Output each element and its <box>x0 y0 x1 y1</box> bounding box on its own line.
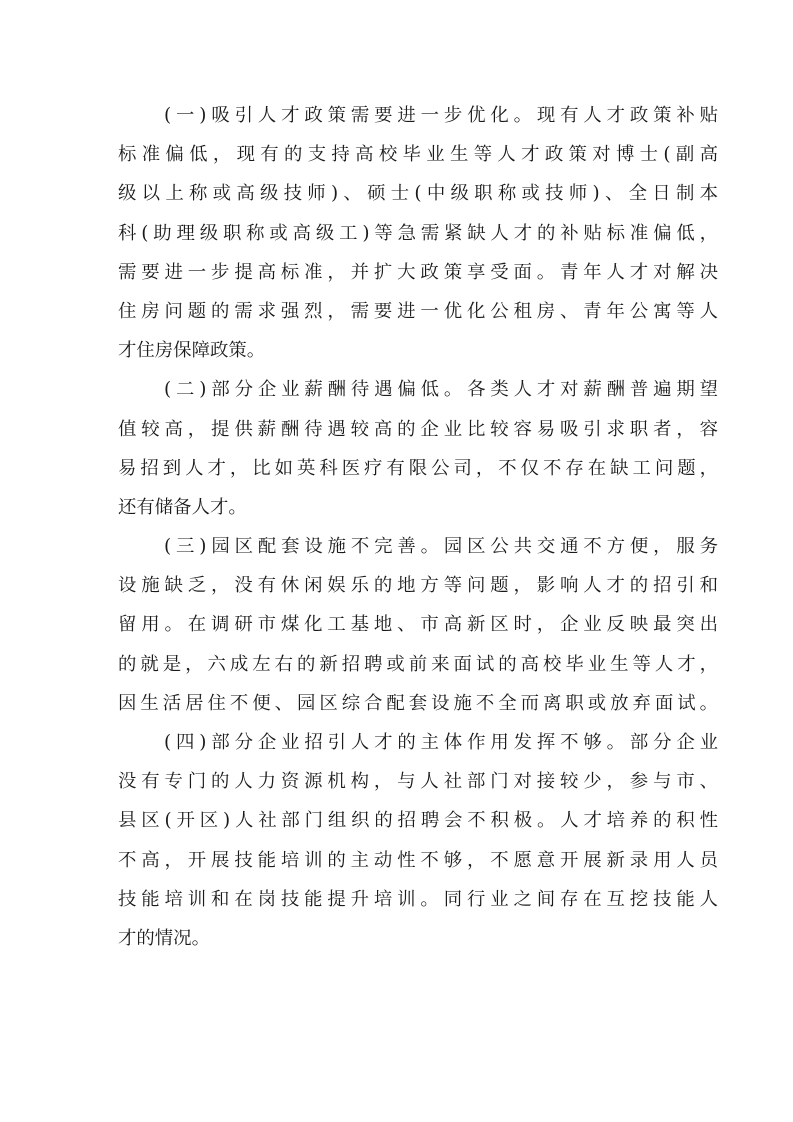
paragraph-4-line-6: 才的情况。 <box>118 927 210 949</box>
paragraph-3-line-4: 的就是，六成左右的新招聘或前来面试的高校毕业生等人才， <box>118 653 718 675</box>
paragraph-3-line-2: 设施缺乏，没有休闲娱乐的地方等问题，影响人才的招引和 <box>118 575 718 597</box>
paragraph-1-line-4: 科(助理级职称或高级工)等急需紧缺人才的补贴标准偏低， <box>118 222 718 244</box>
paragraph-2-line-3: 易招到人才，比如英科医疗有限公司，不仅不存在缺工问题， <box>118 457 718 479</box>
paragraph-3-line-3: 留用。在调研市煤化工基地、市高新区时，企业反映最突出 <box>118 614 718 636</box>
paragraph-4-line-2: 没有专门的人力资源机构，与人社部门对接较少，参与市、 <box>118 771 718 793</box>
paragraph-4-line-1: (四)部分企业招引人才的主体作用发挥不够。部分企业 <box>164 732 718 753</box>
paragraph-1-line-5: 需要进一步提高标准，并扩大政策享受面。青年人才对解决 <box>118 261 718 283</box>
paragraph-2-line-2: 值较高，提供薪酬待遇较高的企业比较容易吸引求职者，容 <box>118 418 718 440</box>
paragraph-4-line-5: 技能培训和在岗技能提升培训。同行业之间存在互挖技能人 <box>118 888 718 910</box>
paragraph-1-line-3: 级以上称或高级技师)、硕士(中级职称或技师)、全日制本 <box>118 183 718 205</box>
paragraph-4-line-4: 不高，开展技能培训的主动性不够，不愿意开展新录用人员 <box>118 849 718 871</box>
document-body <box>118 96 718 958</box>
paragraph-1-line-6: 住房问题的需求强烈，需要进一优化公租房、青年公寓等人 <box>118 300 718 322</box>
paragraph-1-line-1: (一)吸引人才政策需要进一步优化。现有人才政策补贴 <box>164 105 718 126</box>
paragraph-1-line-2: 标准偏低，现有的支持高校毕业生等人才政策对博士(副高 <box>118 144 718 166</box>
paragraph-2-line-1: (二)部分企业薪酬待遇偏低。各类人才对薪酬普遍期望 <box>164 379 718 401</box>
paragraph-3-line-1: (三)园区配套设施不完善。园区公共交通不方便，服务 <box>164 536 718 558</box>
paragraph-2-line-4: 还有储备人才。 <box>118 496 247 518</box>
paragraph-1-line-7: 才住房保障政策。 <box>118 340 266 362</box>
paragraph-3-line-5: 因生活居住不便、园区综合配套设施不全而离职或放弃面试。 <box>118 692 718 714</box>
paragraph-4-line-3: 县区(开区)人社部门组织的招聘会不积极。人才培养的积性 <box>118 810 718 832</box>
